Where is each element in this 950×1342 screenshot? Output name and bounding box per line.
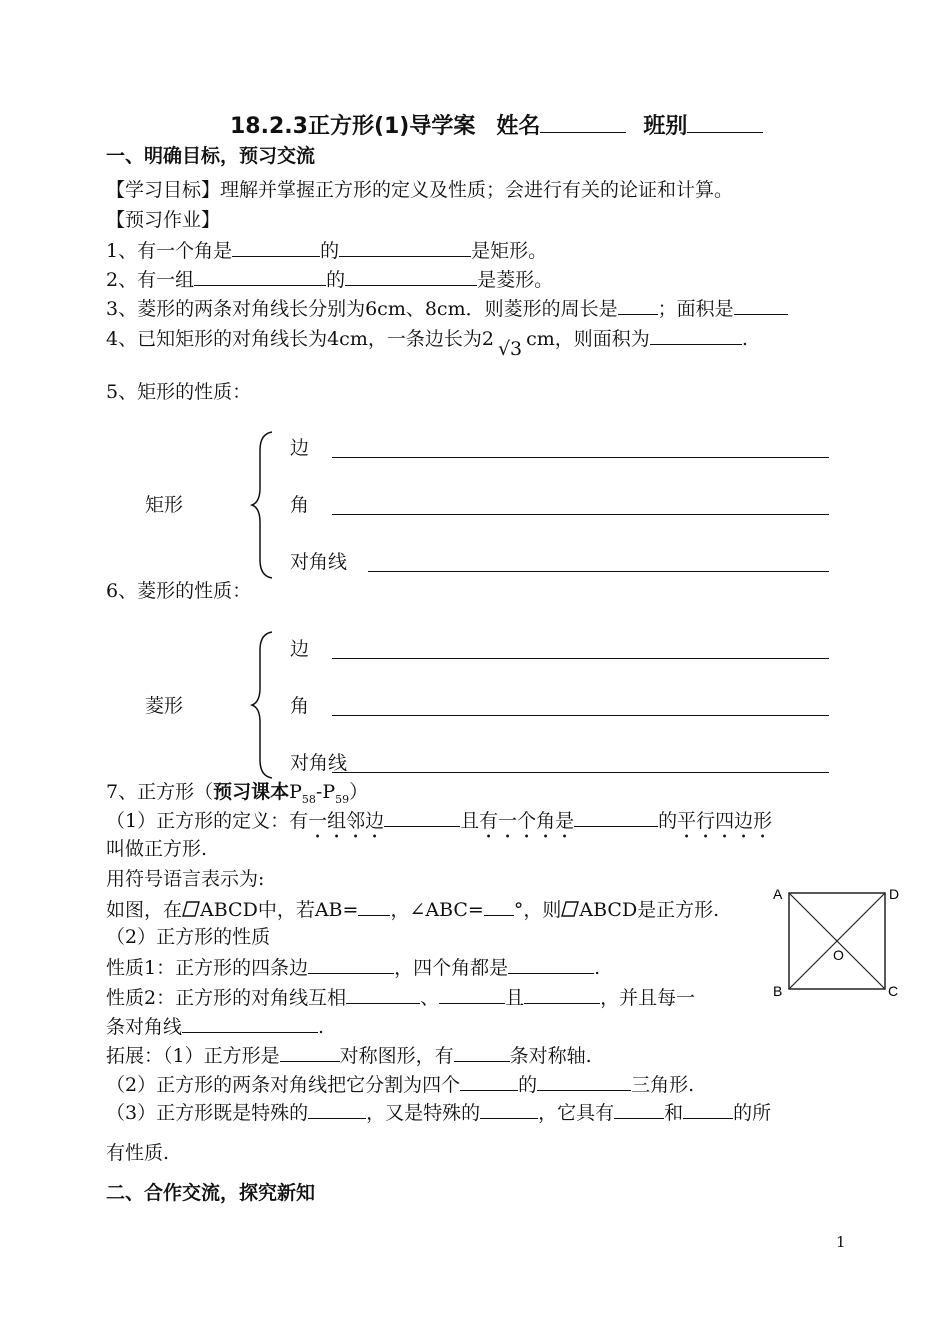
ext3-blank-2[interactable] xyxy=(480,1098,538,1119)
prop1-text-a: 性质1：正方形的四条边 xyxy=(106,957,309,979)
ext1-text-b: 对称图形，有 xyxy=(339,1045,454,1067)
q1-text-b: 的 xyxy=(320,240,340,262)
prop2-text-c: 且 xyxy=(505,987,525,1009)
property-title: （2）正方形的性质 xyxy=(106,926,271,948)
extension-2 xyxy=(106,1070,694,1098)
extension-1 xyxy=(106,1041,592,1069)
vertex-c-label: C xyxy=(888,983,899,999)
rect-label: 矩形 xyxy=(145,494,184,516)
def-dotted-1: 一组邻边 xyxy=(308,810,385,832)
section-heading-1: 一、明确目标，预习交流 xyxy=(106,145,316,167)
symbol-language: 用符号语言表示为: xyxy=(106,868,265,890)
ext1-text-a: 拓展：（1）正方形是 xyxy=(106,1045,280,1067)
prop2-text-d: ，并且每一 xyxy=(600,987,696,1009)
prop1-text-b: ，四个角都是 xyxy=(394,957,509,979)
property-2 xyxy=(106,983,695,1011)
prop2-text-f: . xyxy=(318,1016,325,1038)
prop1-text-c: . xyxy=(594,957,601,979)
q7-preview-label: 预习课本 xyxy=(213,781,290,803)
def-blank-1[interactable] xyxy=(384,806,460,827)
rect-brace xyxy=(250,430,280,580)
ext3-text-a: （3）正方形既是特殊的 xyxy=(106,1102,309,1124)
q3-blank-1[interactable] xyxy=(618,294,658,315)
ext1-blank-2[interactable] xyxy=(454,1041,510,1062)
prop2-blank-2[interactable] xyxy=(439,983,505,1004)
ext2-text-b: 的 xyxy=(518,1074,538,1096)
fig-blank-ab[interactable] xyxy=(358,895,390,916)
q7-page-sub2: 59 xyxy=(335,792,350,806)
q2-blank-1[interactable] xyxy=(194,265,326,286)
def-text-c: 的 xyxy=(658,810,678,832)
q7-page-p1: P xyxy=(289,781,302,803)
question-1 xyxy=(106,236,547,264)
extension-3 xyxy=(106,1098,771,1126)
q1-text-a: 1、有一个角是 xyxy=(106,240,233,262)
prop2-blank-4[interactable] xyxy=(182,1012,318,1033)
rect-angle-label: 角 xyxy=(290,494,310,516)
q7-page-sub1: 58 xyxy=(301,792,316,806)
extension-3-line-2: 有性质. xyxy=(106,1142,170,1164)
question-6: 6、菱形的性质： xyxy=(106,580,252,602)
q3-blank-2[interactable] xyxy=(734,294,788,315)
sqrt-three: √3 xyxy=(497,338,523,360)
prop1-blank-2[interactable] xyxy=(508,953,594,974)
section-heading-2: 二、合作交流，探究新知 xyxy=(106,1182,316,1204)
fig-text-b: ABCD中，若AB= xyxy=(200,899,359,921)
property-2-line-2 xyxy=(106,1012,324,1040)
q2-text-b: 的 xyxy=(326,269,346,291)
q3-text-a: 3、菱形的两条对角线长分别为6cm、8cm．则菱形的周长是 xyxy=(106,298,618,320)
q4-blank[interactable] xyxy=(650,324,742,345)
def-dotted-2: 有一个角是 xyxy=(479,810,575,832)
fig-text-c: ，∠ABC= xyxy=(390,899,484,921)
q1-blank-2[interactable] xyxy=(339,236,471,257)
rect-edge-label: 边 xyxy=(290,437,310,459)
def-blank-2[interactable] xyxy=(574,806,658,827)
ext2-blank-1[interactable] xyxy=(460,1070,518,1091)
q4-text-c: . xyxy=(741,328,748,350)
prop2-blank-1[interactable] xyxy=(346,983,420,1004)
ext1-blank-1[interactable] xyxy=(280,1041,340,1062)
q2-text-c: 是菱形。 xyxy=(477,269,554,291)
goal-text: 理解并掌握正方形的定义及性质；会进行有关的论证和计算。 xyxy=(220,179,734,201)
fig-blank-angle[interactable] xyxy=(484,895,514,916)
def-text-a: （1）正方形的定义：有 xyxy=(106,810,309,832)
class-label: 班别 xyxy=(643,114,688,139)
prop1-blank-1[interactable] xyxy=(308,953,394,974)
def-dotted-3: 平行四边形 xyxy=(677,810,773,832)
vertex-a-label: A xyxy=(773,886,783,902)
q7-text-c: ） xyxy=(349,781,369,803)
ext3-blank-4[interactable] xyxy=(683,1098,733,1119)
parallelogram-icon xyxy=(561,901,579,917)
title-text: 18.2.3正方形(1)导学案 xyxy=(230,114,476,139)
q2-text-a: 2、有一组 xyxy=(106,269,195,291)
class-blank[interactable] xyxy=(687,112,763,133)
homework-tag: 【预习作业】 xyxy=(106,209,221,231)
def-line-2: 叫做正方形. xyxy=(106,838,208,860)
question-5: 5、矩形的性质： xyxy=(106,381,252,403)
q4-text-b: cm，则面积为 xyxy=(526,328,650,350)
ext3-text-b: ，又是特殊的 xyxy=(366,1102,481,1124)
rect-diag-label: 对角线 xyxy=(290,551,348,573)
ext3-text-e: 的所 xyxy=(733,1102,772,1124)
property-1 xyxy=(106,953,600,981)
ext2-text-a: （2）正方形的两条对角线把它分割为四个 xyxy=(106,1074,461,1096)
rect-angle-line[interactable] xyxy=(332,514,829,515)
ext3-blank-3[interactable] xyxy=(614,1098,664,1119)
goal-tag: 【学习目标】 xyxy=(106,179,221,201)
name-label: 姓名 xyxy=(496,114,541,139)
name-blank[interactable] xyxy=(540,112,626,133)
rhombus-diag-label: 对角线 xyxy=(290,752,348,774)
question-4 xyxy=(106,324,748,360)
vertex-b-label: B xyxy=(773,983,783,999)
rhombus-edge-label: 边 xyxy=(290,638,310,660)
q4-text-a: 4、已知矩形的对角线长为4cm，一条边长为2 xyxy=(106,328,494,350)
fig-text-a: 如图，在 xyxy=(106,899,183,921)
q1-text-c: 是矩形。 xyxy=(471,240,548,262)
question-2 xyxy=(106,265,553,293)
q7-page-p2: -P xyxy=(315,781,336,803)
rhombus-label: 菱形 xyxy=(145,695,184,717)
prop2-text-a: 性质2：正方形的对角线互相 xyxy=(106,987,347,1009)
rhombus-brace xyxy=(250,630,280,780)
q2-blank-2[interactable] xyxy=(345,265,477,286)
figure-statement xyxy=(106,895,719,923)
page-number: 1 xyxy=(836,1233,846,1251)
ext2-blank-2[interactable] xyxy=(537,1070,631,1091)
page-title xyxy=(230,112,763,140)
ext3-text-d: 和 xyxy=(664,1102,684,1124)
rhombus-angle-label: 角 xyxy=(290,695,310,717)
ext2-text-c: 三角形. xyxy=(631,1074,695,1096)
center-o-label: O xyxy=(833,947,844,963)
prop2-text-b: 、 xyxy=(420,987,440,1009)
rect-edge-line[interactable] xyxy=(332,457,829,458)
q3-text-b: ；面积是 xyxy=(657,298,734,320)
q1-blank-1[interactable] xyxy=(232,236,320,257)
fig-text-d: °，则 xyxy=(513,899,562,921)
rhombus-diag-line[interactable] xyxy=(332,772,829,773)
def-text-b: 且 xyxy=(460,810,480,832)
ext1-text-c: 条对称轴. xyxy=(509,1045,592,1067)
fig-text-e: ABCD是正方形. xyxy=(579,899,720,921)
prop2-text-e: 条对角线 xyxy=(106,1016,183,1038)
parallelogram-icon xyxy=(182,901,200,917)
q7-text-a: 7、正方形（ xyxy=(106,781,214,803)
learning-goal xyxy=(106,177,733,203)
rhombus-edge-line[interactable] xyxy=(332,658,829,659)
square-figure xyxy=(772,882,902,1002)
prop2-blank-3[interactable] xyxy=(524,983,600,1004)
ext3-text-c: ，它具有 xyxy=(538,1102,615,1124)
ext3-blank-1[interactable] xyxy=(308,1098,366,1119)
vertex-d-label: D xyxy=(889,886,900,902)
rect-diag-line[interactable] xyxy=(368,571,829,572)
rhombus-angle-line[interactable] xyxy=(332,715,829,716)
question-3 xyxy=(106,294,788,322)
